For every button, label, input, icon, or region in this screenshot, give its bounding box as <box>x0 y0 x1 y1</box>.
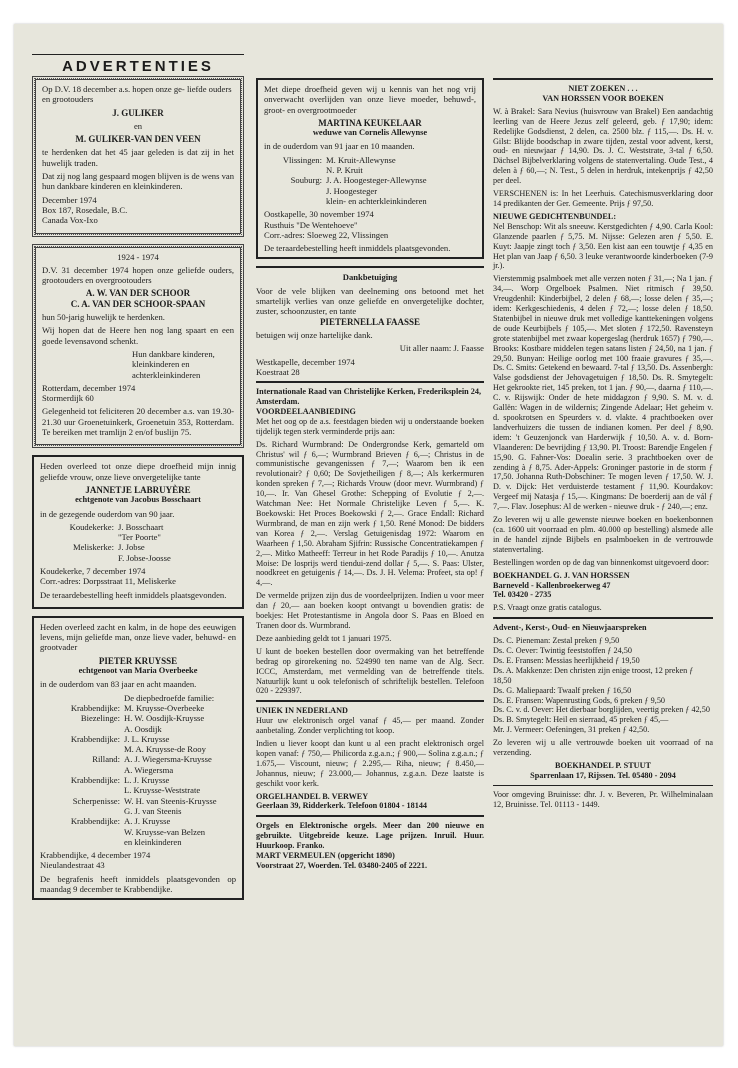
ad-date: Krabbendijke, 4 december 1974 <box>40 850 151 861</box>
ad-text: W. à Brakel: Sara Nevius (huisvrouw van Brakel) Een aandachtig leerling van de Heere Jezus zelf geleerd, geb. ƒ 17,90; idem: Redelijke Godsdienst, 2 delen, ca. 2500 blz. ƒ 115,—. Ds. H. v. Gilst: Blijde boodschap in zware tijden, zestal voor advent, kerst, oud- en nieuwjaar ƒ 14,90. Ds. J. C. Weststrate, 3-tal ƒ 6,50. Dächsel Bijbelverklaring volgens de statenvertaling. Oude Test., 4 delen à ƒ 60,—; N. Test., 5 delen in herdruk, intekenprijs ƒ 42,50 per deel. <box>493 106 713 186</box>
family-row: F. Jobse-Joosse <box>118 552 171 563</box>
ad-title: Advent-, Kerst-, Oud- en Nieuwjaarspreken <box>493 623 647 633</box>
ad-text: P.S. Vraagt onze gratis catalogus. <box>493 603 602 613</box>
ad-title: UNIEK IN NEDERLAND <box>256 706 348 716</box>
ad-address: Corr.-adres: Sloeweg 22, Vlissingen <box>264 229 389 240</box>
ad-text: Vierstemmig psalmboek met alle verzen noten ƒ 31,—; Na 1 jan. ƒ 34,—. Worp Orgelboek Psalmen. Niet ritmisch ƒ 39,50. Vreugdenhil: Kinderbijbel, 2 delen ƒ 68,—; losse delen ƒ 35,—; idem: Kerkgeschiedenis, 4 delen ƒ 72,—; losse delen ƒ 18,50. Statenbijbel in nieuwe druk met volledige kanttekeningen volgens de oude Keurbijbels ƒ 105,—. Met sloten ƒ 172,50. Ravensteyn grote statenbijbel met zwaar kopergeslag (herdruk 1657) ƒ 790,—. Brooks: Kostbare middelen tegen satans listen ƒ 24,50, na 1 jan. ƒ 29,50. Bunyan: Heilige oorlog met 100 fraaie gravures ƒ 35,—. Ds. C. Smits: Getekend en bewaard. 7-tal ƒ 13,50. Ds. Assenbergh: Valse godsdienst der Jehovagetuigen ƒ 18,50. Ds. R. Smytegelt: Het gekrookte riet, 145 preken, tot 1 jan. ƒ 90,—, daarna ƒ 110,—. C. v. Rijswijk: Onder de hete middagzon ƒ 9,90. S. M. v. d. Gallën: Wagen in de wildernis; Zingende Adelaar; Het geheim v. d. spookrotsen en Speurders v. d. vlakte. 4 prachtboeken over landverhuizers die tussen de indianen komen. Per deel ƒ 8,90. idem: 't Geuzenjonck van Harderwijk ƒ 10,50. A. v. d. Born-Vlaanderen: De bevrijding ƒ 13,90. Pl. Troost: Barendje Engelen ƒ 15,90. G. Fahner-Vos: Doealin serie. 3 prachtboeken over de zending à ƒ 8,75. Ader-Appels: Groninger pastorie in de storm ƒ 17,50. Johanna Ruth-Dobschiner: Te mogen leven ƒ 17,50. W. J. D. v. Dijck: Het verduisterde testament ƒ 11,90. Kourdakov: Vergeef mij Natasja ƒ 15,—. Kingmans: De boerderij aan de vál ƒ 7,—. Flav. Josephus: Al de werken - nieuwe druk - ƒ 240,—; enz. <box>493 274 713 512</box>
divider <box>493 78 713 80</box>
ad-signature: Hun dankbare kinderen, <box>132 348 215 359</box>
list-item: Mr. J. Vermeer: Oefeningen, 31 preken ƒ 42,50. <box>493 725 650 735</box>
family-row: G. J. van Steenis <box>124 805 182 816</box>
family-row: Meliskerke: J. Jobse <box>72 542 145 553</box>
ad-address: Stormerdijk 60 <box>42 393 94 404</box>
ad-title: VOORDEELAANBIEDING <box>256 406 356 416</box>
shop-address: Sparrenlaan 17, Rijssen. Tel. 05480 - 2094 <box>530 770 676 780</box>
family-row: klein- en achterkleinkinderen <box>326 195 427 206</box>
ad-text: Op D.V. 18 december a.s. hopen onze ge- liefde ouders en grootouders <box>42 84 232 105</box>
ad-text: hun 50-jarig huwelijk te herdenken. <box>42 312 165 323</box>
family-row: N. P. Kruit <box>326 165 363 176</box>
person-name: MARTINA KEUKELAAR <box>318 117 422 128</box>
ad-signature: kleinkinderen en <box>132 359 190 370</box>
ad-address: Nieulandestraat 43 <box>40 860 105 871</box>
ad-address: Canada Vox-Ixo <box>42 215 98 226</box>
family-row: "Ter Poorte" <box>118 532 161 543</box>
family-heading: De diepbedroefde familie: <box>124 692 215 703</box>
ad-title: VAN HORSSEN VOOR BOEKEN <box>542 93 664 103</box>
ad-text: Indien u liever koopt dan kunt u al een pracht elektronisch orgel kopen vanaf: ƒ 750,— Philicorda z.g.a.n.; ƒ 900,— Solina z.g.a.n.; ƒ 1.675,— Viscount, nieuw; ƒ 2.295,— Riha, nieuw; ƒ 8.450,— Johannus, nieuw; ƒ 23.000,— Johannus, z.g.a.n. Deze laatste is geschikt voor kerk. <box>256 739 484 788</box>
ad-text: Met diepe droefheid geven wij u kennis van het nog vrij onverwacht overlijden van onze lieve moeder, behuwd-, groot- en overgrootmoeder <box>264 84 476 115</box>
shop-name: ORGELHANDEL B. VERWEY <box>256 791 369 801</box>
ad-address: Rusthuis "De Wentehoeve" <box>264 219 358 230</box>
ad-text: Huur uw elektronisch orgel vanaf ƒ 45,— per maand. Zonder aanbetaling. Zonder verplichting tot koop. <box>256 716 484 736</box>
list-item: Ds. E. Fransen: Wapenrusting Gods, 6 preken ƒ 9,50 <box>493 695 666 705</box>
family-row: Krabbendijke: A. J. Kruysse <box>70 816 171 827</box>
ad-section: NIEUWE GEDICHTENBUNDEL: <box>493 211 617 221</box>
shop-name: BOEKHANDEL P. STUUT <box>555 761 651 770</box>
ad-text: D.V. 31 december 1974 hopen onze geliefde ouders, grootouders en overgrootouders <box>42 264 234 286</box>
ad-vermeulen <box>256 821 484 871</box>
divider <box>256 266 484 268</box>
divider <box>256 381 484 383</box>
ad-years: 1924 - 1974 <box>117 251 159 262</box>
family-row: en kleinkinderen <box>124 836 182 847</box>
ad-signature: Uit aller naam: J. Faasse <box>399 343 484 354</box>
person-name: C. A. VAN DER SCHOOR-SPAAN <box>70 298 206 309</box>
ad-address: Box 187, Rosedale, B.C. <box>42 204 128 215</box>
column-left <box>32 76 244 907</box>
ad-text: De vermelde prijzen zijn dus de voordeelprijzen. Indien u voor meer dan ƒ 20,— aan boeken koopt ontvangt u bovendien gratis: de boekjes: Het Protestantisme in Angola door S. Paas en Bloed en Tranen door ds. Wurmbrand. <box>256 591 484 630</box>
ad-address: Koestraat 28 <box>256 366 300 377</box>
shop-address: Voorstraat 27, Woerden. Tel. 03480-2405 of 2221. <box>256 861 428 870</box>
family-row: Koudekerke: J. Bosschaart <box>69 521 164 532</box>
family-row: Krabbendijke: J. L. Kruysse <box>70 733 170 744</box>
ad-signature: achterkleinkinderen <box>132 369 201 380</box>
family-row: Krabbendijke: M. Kruysse-Overbeeke <box>70 702 205 713</box>
column-middle <box>256 78 484 874</box>
ad-text: De teraardebestelling heeft inmiddels plaatsgevonden. <box>264 243 451 254</box>
ad-text: te herdenken dat het 45 jaar geleden is dat zij in het huwelijk traden. <box>42 147 234 168</box>
person-subtitle: echtgenoot van Maria Overbeeke <box>78 666 198 676</box>
ad-text: in de ouderdom van 83 jaar en acht maanden. <box>40 679 197 690</box>
family-row: Rilland: A. J. Wiegersma-Kruysse <box>92 754 212 765</box>
ad-text: Met het oog op de a.s. feestdagen bieden wij u onderstaande boeken tijdelijk tegen sterk verminderde prijs aan: <box>256 416 484 436</box>
ad-text: U kunt de boeken bestellen door overmaking van het betreffende bedrag op girorekening no. 524990 ten name van de Alg. Secr. ICCC, Amsterdam, met vermelding van de betreffende titels. Natuurlijk kunt u ook telefonisch of schriftelijk bestellen. Telefoon 020 - 229397. <box>256 646 484 696</box>
ad-text: Heden overleed zacht en kalm, in de hope des eeuwigen levens, mijn geliefde man, onze lieve vader, behuwd- en grootvader <box>40 621 236 653</box>
ad-date: Koudekerke, 7 december 1974 <box>40 565 146 576</box>
ad-text: Heden overleed tot onze diepe droefheid mijn innig geliefde vrouw, onze lieve onvergetelijke tante <box>40 461 236 482</box>
divider <box>493 785 713 786</box>
family-row: Vlissingen: M. Kruit-Allewynse <box>282 154 396 165</box>
shop-address: Geerlaan 39, Ridderkerk. Telefoon 01804 - 18144 <box>256 801 428 811</box>
ad-iccc <box>256 387 484 696</box>
newspaper-page <box>14 24 723 1046</box>
conjunction: en <box>133 120 143 131</box>
ad-orgelhandel-verwey <box>256 706 484 811</box>
family-row: Souburg: J. A. Hoogesteger-Allewynse <box>290 175 427 186</box>
ad-text: betuigen wij onze hartelijke dank. <box>256 329 373 340</box>
ad-keukelaar <box>256 78 484 259</box>
ad-title: Dankbetuiging <box>342 272 398 283</box>
ad-text: Orgels en Elektronische orgels. Meer dan 200 nieuwe en gebruikte. Uitgebreide keuze. Lage prijzen. Inruil. Huur. Huurkoop. Franko. <box>256 821 484 851</box>
person-name: PIETER KRUYSSE <box>98 655 178 666</box>
ad-labruyere <box>32 455 244 609</box>
ad-text: Wij hopen dat de Heere hen nog lang spaart en een goede levensavond schenkt. <box>42 325 234 346</box>
ad-text: Zo leveren wij u alle vertrouwde boeken uit voorraad of na verzending. <box>493 738 713 758</box>
ad-text: Bestellingen worden op de dag van binnenkomst uitgevoerd door: <box>493 557 710 567</box>
person-subtitle: echtgenote van Jacobus Bosschaart <box>75 495 201 505</box>
ad-text: De teraardebestelling heeft inmiddels plaatsgevonden. <box>40 589 227 600</box>
ad-text: in de gezegende ouderdom van 90 jaar. <box>40 508 175 519</box>
ad-address: Corr.-adres: Dorpsstraat 11, Meliskerke <box>40 576 176 587</box>
ad-faasse <box>256 272 484 377</box>
ad-guliker <box>32 76 244 237</box>
shop-name: MART VERMEULEN (opgericht 1890) <box>256 851 395 861</box>
ad-van-horssen <box>493 84 713 613</box>
list-item: Ds. C. Oever: Twintig feeststoffen ƒ 24,50 <box>493 646 632 656</box>
ad-org: Internationale Raad van Christelijke Kerken, Frederiksplein 24, Amsterdam. <box>256 387 482 407</box>
ad-date: Westkapelle, december 1974 <box>256 356 355 367</box>
family-row: Biezelinge: H. W. Oosdijk-Kruysse <box>80 713 205 724</box>
divider <box>256 815 484 817</box>
list-item: Ds. G. Maliepaard: Twaalf preken ƒ 16,50 <box>493 685 632 695</box>
family-row: A. Wiegersma <box>124 764 174 775</box>
shop-address: Barneveld - Kallenbroekerweg 47 <box>493 580 611 590</box>
person-subtitle: weduwe van Cornelis Allewynse <box>312 128 428 138</box>
ad-text: Deze aanbieding geldt tot 1 januari 1975. <box>256 633 392 643</box>
family-row: A. Oosdijk <box>124 723 162 734</box>
ad-text: Gelegenheid tot feliciteren 20 december a.s. van 19.30-21.30 uur Groenetuinkerk, Groenetuin 353, Rotterdam. Te bereiken met tramlijn 2 en/of buslijn 75. <box>42 406 234 438</box>
ad-stuut <box>493 623 713 809</box>
page-heading: ADVERTENTIES <box>32 54 244 79</box>
ad-title: NIET ZOEKEN . . . <box>568 84 638 93</box>
ad-van-der-schoor <box>32 244 244 449</box>
ad-text: De begrafenis heeft inmiddels plaatsgevonden op maandag 9 december te Krabbendijke. <box>40 873 236 894</box>
person-name: A. W. VAN DER SCHOOR <box>85 288 191 299</box>
ad-kruysse <box>32 616 244 900</box>
ad-text: Zo leveren wij u alle gewenste nieuwe boeken en boekenbonnen (ca. 1600 uit voorraad en plm. 40.000 op bestelling) alsmede alle in de handel zijnde Bijbels en psalmboeken in de vertrouwde statenvertaling. <box>493 515 713 554</box>
ad-text: in de ouderdom van 91 jaar en 10 maanden. <box>264 141 415 152</box>
ad-text: Voor omgeving Bruinisse: dhr. J. v. Beveren, Pr. Wilhelminalaan 12, Bruinisse. Tel. 01113 - 1449. <box>493 789 713 809</box>
family-row: L. Kruysse-Weststrate <box>124 785 201 796</box>
ad-text: Nel Benschop: Wit als sneeuw. Kerstgedichten ƒ 4,90. Carla Kool: Glanzende paarlen ƒ 5,75. M. Nijsse: Gelezen aren ƒ 5,50. E. Kuyt: Jaapje zingt toch ƒ 3,50. Een kist aan een touwtje ƒ 4,35 en Het plan van Jaap ƒ 6,50. 3 leuke verantwoorde kinderboeken (7-9 jr.). <box>493 221 713 271</box>
ad-text: Voor de vele blijken van deelneming ons betoond met het smartelijk verlies van onze geliefde en onvergetelijke dochter, zuster, schoonzuster, en tante <box>256 285 484 317</box>
family-row: M. A. Kruysse-de Rooy <box>124 744 206 755</box>
person-name: PIETERNELLA FAASSE <box>319 316 421 327</box>
list-item: Ds. C. Pieneman: Zestal preken ƒ 9,50 <box>493 636 620 646</box>
ad-text: VERSCHENEN is: In het Leerhuis. Catechismusverklaring door 14 predikanten der Ger. Gemeente. Prijs ƒ 97,50. <box>493 189 713 208</box>
ad-date: Oostkapelle, 30 november 1974 <box>264 209 374 220</box>
column-right <box>493 78 713 813</box>
divider <box>256 700 484 702</box>
list-item: Ds. A. Makkenze: Den christen zijn enige troost, 12 preken ƒ 18,50 <box>493 665 694 685</box>
family-row: Scherpenisse: W. H. van Steenis-Kruysse <box>72 795 217 806</box>
list-item: Ds. E. Fransen: Messias heerlijkheid ƒ 19,50 <box>493 655 640 665</box>
shop-name: BOEKHANDEL G. J. VAN HORSSEN <box>493 570 630 580</box>
divider <box>493 617 713 619</box>
family-row: J. Hoogesteger <box>326 185 378 196</box>
ad-text: Ds. Richard Wurmbrand: De Ondergrondse Kerk, gemarteld om Christus' wil ƒ 6,—; Wurmbrand Brieven ƒ 6,—; Christus in de communistische gevangenissen ƒ 7,—; Waarom ben ik een revolutionair? ƒ 0,60; De Sovjetheiligen ƒ 8,—; Als kerkermuren konden spreken ƒ 7,—; Richards Vrouw (door mevr. Wurmbrand) ƒ 10,—. Ir. Van Ghesel Grothe: Schepping of Evolutie ƒ 2,—. Watchman Nee: Het Normale Christelijke Leven ƒ 5,—. K. Boekowski: Het Proces Boekowski ƒ 2,—. Grace Endall: Richard Wurmbrand, de man en zijn werk ƒ 1,50. René Monod: De bidders van Korea ƒ 2,—. Verslag Getuigenisdag 1972: Waarom en Waarheen ƒ 1,50. Abraham Sjifrin: Russische Concentratiekampen ƒ 2,—. Mitko Matheeff: Terreur in het Rode Paradijs ƒ 10,—. Anutza Moise: De losprijs werd tiendui-zend dollar ƒ 5,—. S. Paas: Ulster, noodkreet en getuigenis ƒ 14,—. Ds. J. H. Velema: Profeet, sta op! ƒ 4,—. <box>256 439 484 588</box>
shop-phone: Tel. 03420 - 2735 <box>493 590 552 600</box>
list-item: Ds. C. v. d. Oever: Het dierbaar borglijden, veertig preken ƒ 42,50 <box>493 705 710 715</box>
ad-text: Dat zij nog lang gespaard mogen blijven is de wens van hun dankbare kinderen en kleinkinderen. <box>42 171 234 192</box>
person-name: J. GULIKER <box>112 107 164 118</box>
family-row: W. Kruysse-van Belzen <box>124 826 206 837</box>
list-item: Ds. B. Smytegelt: Heil en sierraad, 45 preken ƒ 45,— <box>493 715 669 725</box>
person-name: M. GULIKER-VAN DEN VEEN <box>75 134 201 145</box>
family-row: Krabbendijke: L. J. Kruysse <box>70 775 170 786</box>
ad-date: Rotterdam, december 1974 <box>42 382 136 393</box>
ad-date: December 1974 <box>42 194 97 205</box>
person-name: JANNETJE LABRUYÈRE <box>85 484 191 495</box>
